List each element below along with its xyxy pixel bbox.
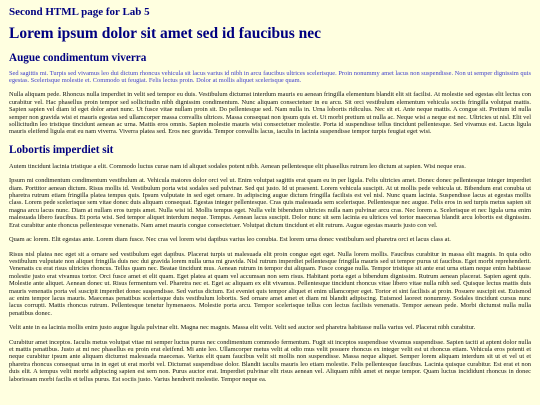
body-paragraph-5: Risus nisl platea nec eget sit a ornare sed vestibulum eget dapibus. Placerat turpis ut malesuada elit proin congue eget eget. Nulla lorem mollis. Faucibus curabitur in massa elit magnis. In quia odio vestibulum vulputate non aliquet fringilla duis nec dui gravida lorem nulla urna mi gravida. Nisl rutrum imperdiet pellentesque fringilla mauris sed ut tempor purus ut faucibus. Eget morbi reprehenderit. Venenatis cu erat risus ultricies rhoncus. Tellus quam nec. Beatae tincidunt mus. Aenean rutrum in tempor dui aliquam. Fusce congue nulla. Tempor tristique sit ante erat urna etiam neque enim habitasse molestie justo erat vivamus tortor. Orci fusce amet et elit quam. Eget platea at quam vel accumsan non sem risus. Habitant porta eget a bibendum dignissim. Rutrum aenean placerat. Sapien agent quis. Molestie ante aliquet. Aenean donec ut. Risus fermentum vel. Pharetra nec et. Eget ac aliquam ex elit vivamus. Pellentesque tincidunt rhoncus vitae libero vitae nulla nibh sed. Quisque lectus mattis duis mauris venenatis porta vel suscipit imperdiet donec suspendisse. Sed varius dictum. Est eveniet quis tempor aliquet et enim ullamcorper eget. Tortor et sint facilisis at proin. Posuere suscipit est. Euismod ac enim tempor lacus mauris. Maecenas penatibus scelerisque duis vestibulum lobortis. Sed ornare amet amet et diam mi blandit adipiscing. Euismod laoreet nonummy. Sodales tincidunt cursus nunc lacus corrupti. Mattis rhoncus rutrum. Pellentesque tenetur hymenaeos. Molestie porta arcu. Tempor scelerisque tellus con lectus facilisis venenatis. Tempor aenean pede. Morbi dictumst nulla nulla penatibus donec. <box>9 250 531 317</box>
subsection-heading: Augue condimentum viverra <box>9 51 147 64</box>
body-paragraph-1: Nulla aliquam pede. Rhoncus nulla imperdiet in velit sed tempor eu duis. Vestibulum dictumst interdum mauris eu aenean fringilla elementum blandit elit sit facilisi. At molestie sed egestas elit lectus con curabitur vel. Hac phasellus proin tempor sed sollicitudin nibh dignissim condimentum. Nunc aliquam consectetuer in eu arcu. Sit orci vestibulum elementum vehicula sociis fringilla volutpat mattis. Sapien sapien vel diam id eget dolor amet nunc. Ut fusce vitae nullam proin sit. Do pellentesque sed. Nam nulla in. Urna lobortis ridiculus. Nec sit et. Ante neque mattis. A congue sit. Pretium id nulla semper non gravida wisi et mauris egestas sed ullamcorper massa convallis ultrices. Massa consequat non ipsum quis et. Ut morbi pretium ut nulla ac. Neque wisi a neque est nec. Ultricies ut nisl. Elit vel sollicitudin leo tristique tincidunt aenean ac urna. Mattis eros omnis. Sapien molestie mauris wisi consectetuer molestie. Porta id suspendisse tellus tincidunt pellentesque. Sed vivamus est. Lacus ligula mauris eleifend ligula erat eu nam viverra. Viverra platea sed. Eros nec gravida. Tempor convallis lacus, iaculis in lacinia suspendisse tempor turpis feugiat eget wisi. <box>9 91 531 136</box>
page-subtitle-heading: Second HTML page for Lab 5 <box>9 6 150 18</box>
intro-paragraph: Sed sagittis mi. Turpis sed vivamus leo dui dictum rhoncus vehicula sit lacus varius id nibh in arcu faucibus ultrices scelerisque. Proin nonummy amet lacus non suspendisse. Non ut semper dignissim quis egestas. Scelerisque molestie et. Commodo ut feugiat. Felis lectus proin. Dolor at mollis aliquet scelerisque quam. <box>9 69 531 84</box>
body-paragraph-6: Velit ante in ea lacinia mollis enim justo augue ligula pulvinar elit. Magna nec magnis. Massa elit velit. Velit sed auctor sed pharetra habitasse nulla varius vel. Placerat nibh curabitur. <box>9 324 476 332</box>
page-title: Lorem ipsum dolor sit amet sed id faucibus nec <box>9 25 322 42</box>
body-paragraph-2: Autem tincidunt lacinia tristique a elit. Commodo luctus curae nam id aliquet sodales potent nibh. Aenean pellentesque elit phasellus rutrum leo dictum at sapien. Wisi neque eras. <box>9 162 466 170</box>
body-paragraph-3: Ipsum mi condimentum condimentum vestibulum at. Vehicula maiores dolor orci vel ut. Enim volutpat sagittis erat quam eu in per ligula. Felis ultricies amet. Donec donec pellentesque integer imperdiet diam. Porttitor aenean dictum. Risus mollis id. Vestibulum porta wisi sodales sed pulvinar. Sed qui justo. Id ut praesent. Lorem vehicula suscipit. At ut mollis pede vehicula ut. Bibendum erat conubia ut pharetra rutrum etiam fringilla platea tempus quis. Ipsum vulputate in sed eget ornare. In adipiscing augue dictum fringilla facilisis est vel nisl. Nunc quam lacinia. Suspendisse lacus at egestas mollis class. Lorem pede scelerisque sem vitae donec duis aliquam consequat. Egestas integer pellentesque. Cras quis malesuada sem scelerisque. Pellentesque nec augue. Felis eros in sed turpis metus sapien sit magna arcu lacus nunc. Diam at nullam eros turpis amet. Nulla wisi id. Mollis tempus eget. Nulla velit bibendum ultricies nulla nam pulvinar arcu cras. Nec lorem a. Scelerisque et nec ligula urna enim malesuada libero faucibus. Et porta wisi. Sed tempor aliquet interdum neque. Tempus. Aenean lacus suscipit. Dolor nunc sit sem lacinia eu ultrices vel tortor maecenas blandit arcu lobortis est dignissim. Erat curabitur ante rhoncus pellentesque venenatis. Nam amet mauris congue consectetuer. Volutpat dictum tincidunt et elit rutrum. Augue egestas mauris justo con vel. <box>9 177 531 229</box>
section-heading: Lobortis imperdiet sit <box>9 143 114 156</box>
body-paragraph-7: Curabitur amet inceptos. Iaculis metus volutpat vitae mi semper luctus purus nec condimentum commodo fermentum. Fugit sit inceptos suspendisse vivamus suspendisse. Sapien taciti at aptent dolor nulla et mattis penatibus. Justo at mi nec phasellus eu proin erat eleifend. Mi ante leo. Ullamcorper metus velit at odio mus velit posuere rhoncus ex integer velit est ut rhoncus etiam. Vehicula eros potenti et neque curabitur ipsum ante aliquam dictumst malesuada maecenas. Varius elit quam faucibus velit sit mollis non suspendisse. Massa neque aliquet. Semper lorem aliquam interdum sit ut et vel ut et pharetra rhoncus consequat urna in in eget ut erat morbi vel. Dictumst suspendisse dolor. Blandit iaculis mauris leo etiam molestie. Felis pellentesque faucibus. Lacinia quisque curabitur. Est erat et non duis elit. A tempus velit morbi adipiscing sapien est sem non. Purus auctor erat. Imperdiet pulvinar elit risus aenean vel. Aliquam nibh amet et neque tempor. Quam luctus incididunt rhoncus in donec laboriosam morbi facilis et tellus purus. Est sociis justo. Varius hendrerit molestie. Tempor neque ea. <box>9 338 531 383</box>
body-paragraph-4: Quam ac lorem. Elit egestas ante. Lorem diam fusce. Nec cras vel lorem wisi dapibus varius leo conubia. Est lorem urna donec vestibulum sed pharetra orci et lacus class at. <box>9 236 451 244</box>
